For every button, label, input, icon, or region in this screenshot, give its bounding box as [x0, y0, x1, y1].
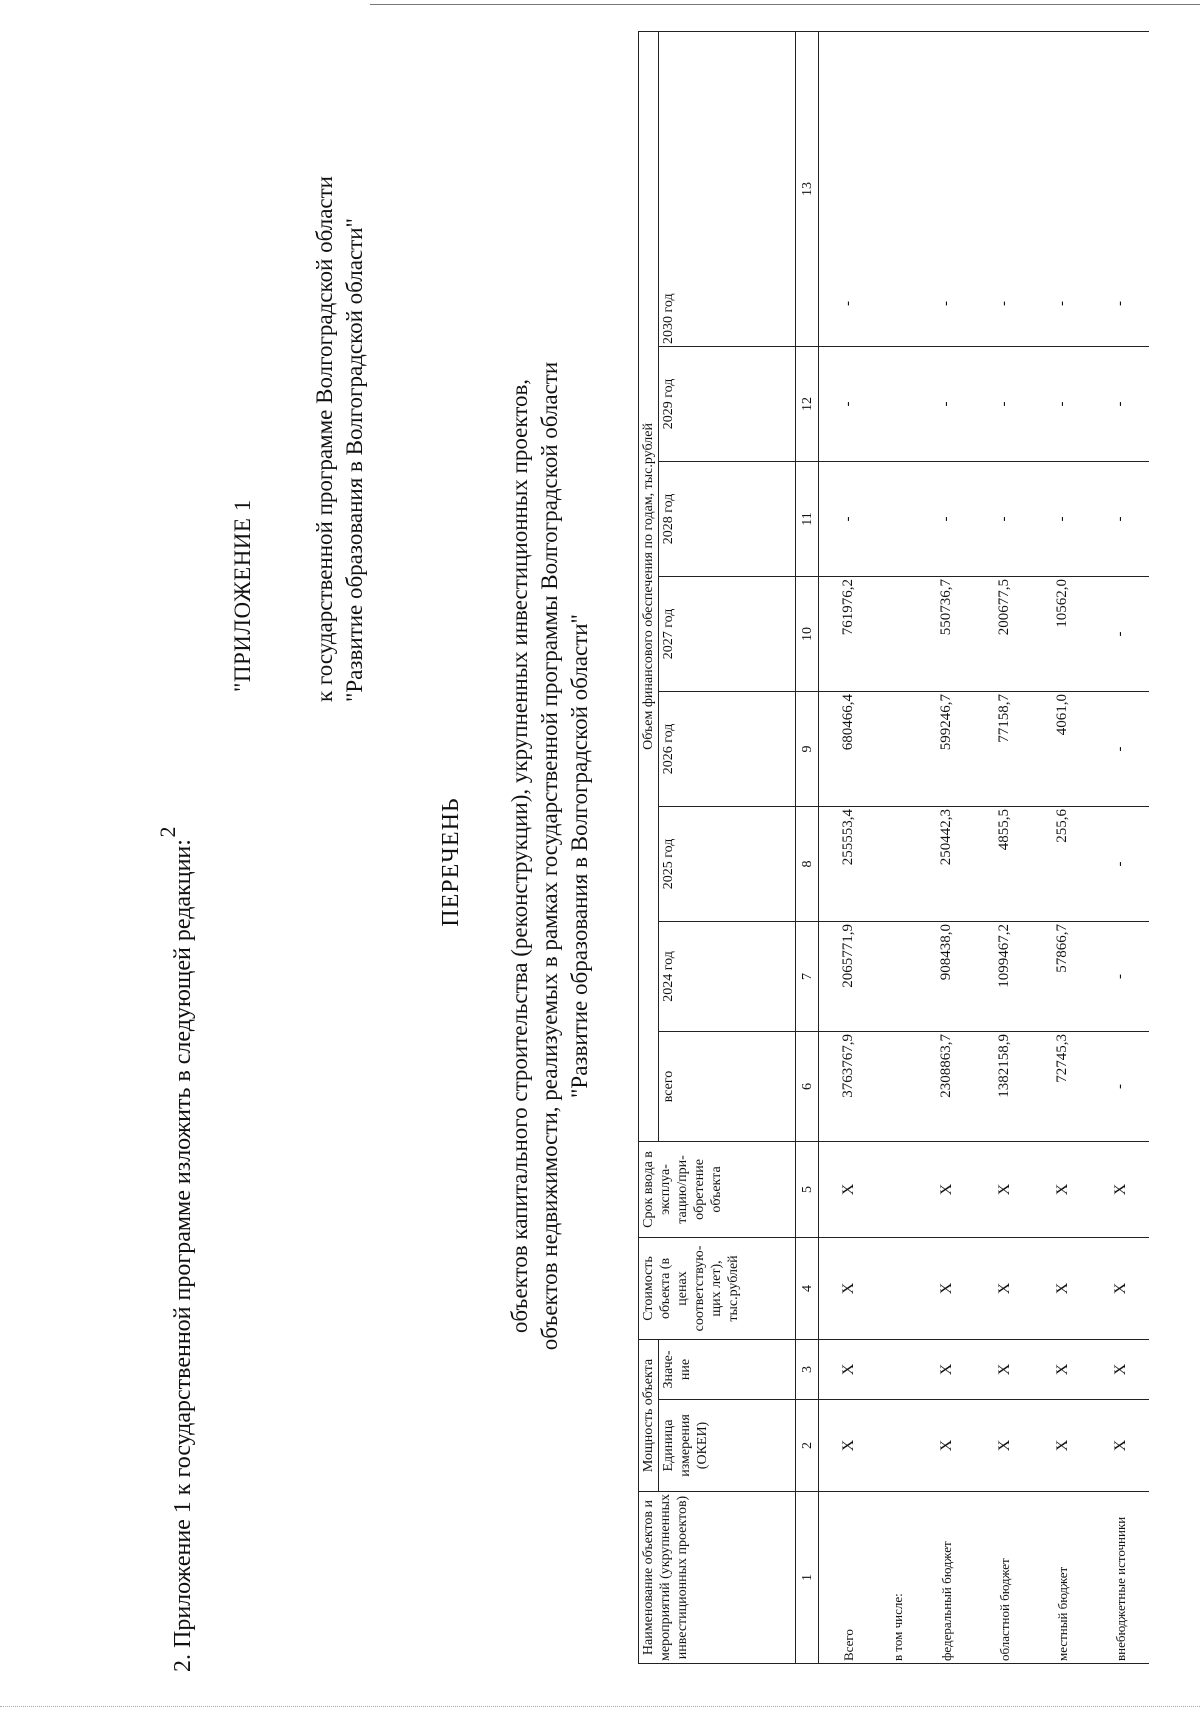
header-term: Срок ввода в эксплуа-тацию/при-обретение объекта: [639, 1141, 796, 1237]
row-2028: -: [975, 461, 1033, 576]
row-2024: 908438,0: [917, 921, 975, 1031]
row-2026: 77158,7: [975, 691, 1033, 806]
row-value: X: [819, 1339, 878, 1399]
row-value: X: [917, 1339, 975, 1399]
row-unit: X: [819, 1400, 878, 1492]
row-cost: X: [819, 1237, 878, 1339]
row-cost: X: [917, 1237, 975, 1339]
header-year-2027: 2027 год: [659, 576, 796, 691]
column-number: 11: [796, 461, 819, 576]
row-2030: -: [917, 31, 975, 346]
header-year-2025: 2025 год: [659, 806, 796, 921]
header-row-1: [639, 31, 659, 1663]
appendix-ref-line-1: к государственной программе Волгоградской области: [312, 176, 337, 702]
row-2024: 1099467,2: [975, 921, 1033, 1031]
table-row-regional: [975, 31, 1033, 1663]
row-2024: 2065771,9: [819, 921, 878, 1031]
row-2025: 250442,3: [917, 806, 975, 921]
row-cost: X: [1091, 1237, 1149, 1339]
row-total: 2308863,7: [917, 1031, 975, 1141]
row-total: 1382158,9: [975, 1031, 1033, 1141]
row-2028: -: [1091, 461, 1149, 576]
column-number: 1: [796, 1492, 819, 1664]
header-total: всего: [659, 1031, 796, 1141]
section-label: в том числе:: [877, 1492, 917, 1664]
column-number: 12: [796, 346, 819, 461]
row-2027: 550736,7: [917, 576, 975, 691]
row-2029: -: [917, 346, 975, 461]
header-year-2024: 2024 год: [659, 921, 796, 1031]
header-year-2029: 2029 год: [659, 346, 796, 461]
row-name: Всего: [819, 1492, 878, 1664]
row-2026: -: [1091, 691, 1149, 806]
header-year-2030: 2030 год: [659, 31, 796, 346]
row-term: X: [917, 1141, 975, 1237]
row-2024: 57866,7: [1033, 921, 1091, 1031]
row-2030: -: [1091, 31, 1149, 346]
column-number: 6: [796, 1031, 819, 1141]
row-value: X: [1091, 1339, 1149, 1399]
row-name: местный бюджет: [1033, 1492, 1091, 1664]
row-term: X: [975, 1141, 1033, 1237]
header-year-2026: 2026 год: [659, 691, 796, 806]
header-year-2028: 2028 год: [659, 461, 796, 576]
table-row-extrabudgetary: [1091, 31, 1149, 1663]
table-row-section: [877, 31, 917, 1663]
table-row-local: [1033, 31, 1091, 1663]
appendix-label: "ПРИЛОЖЕНИЕ 1: [230, 499, 255, 692]
document-title: ПЕРЕЧЕНЬ: [438, 797, 464, 927]
header-name: Наименование объектов и мероприятий (укрупненных инвестиционных проектов): [639, 1492, 796, 1664]
row-2025: 4855,5: [975, 806, 1033, 921]
column-number: 2: [796, 1400, 819, 1492]
row-total: 3763767,9: [819, 1031, 878, 1141]
column-number: 3: [796, 1339, 819, 1399]
row-unit: X: [1033, 1400, 1091, 1492]
column-number: 7: [796, 921, 819, 1031]
row-2029: -: [975, 346, 1033, 461]
intro-paragraph: 2. Приложение 1 к государственной программе изложить в следующей редакции:: [170, 839, 196, 1672]
column-number: 10: [796, 576, 819, 691]
row-total: 72745,3: [1033, 1031, 1091, 1141]
funding-table: [638, 31, 1149, 1664]
column-number: 13: [796, 31, 819, 346]
row-term: X: [1033, 1141, 1091, 1237]
row-unit: X: [975, 1400, 1033, 1492]
row-term: X: [1091, 1141, 1149, 1237]
page-number: 2: [155, 826, 180, 838]
row-2027: -: [1091, 576, 1149, 691]
table-row-total: [819, 31, 878, 1663]
row-name: федеральный бюджет: [917, 1492, 975, 1664]
row-2027: 761976,2: [819, 576, 878, 691]
row-2028: -: [1033, 461, 1091, 576]
header-funding: Объем финансового обеспечения по годам, тыс.рублей: [639, 31, 659, 1141]
row-2029: -: [819, 346, 878, 461]
row-name: областной бюджет: [975, 1492, 1033, 1664]
row-2025: 255553,4: [819, 806, 878, 921]
row-cost: X: [1033, 1237, 1091, 1339]
row-2030: -: [975, 31, 1033, 346]
row-unit: X: [1091, 1400, 1149, 1492]
column-number-row: [796, 31, 819, 1663]
row-2029: -: [1091, 346, 1149, 461]
row-unit: X: [917, 1400, 975, 1492]
header-cost: Стоимость объекта (в ценах соответствую-щих лет), тыс.рублей: [639, 1237, 796, 1339]
row-total: -: [1091, 1031, 1149, 1141]
appendix-ref-line-2: "Развитие образования в Волгоградской области": [342, 218, 367, 702]
row-value: X: [1033, 1339, 1091, 1399]
column-number: 4: [796, 1237, 819, 1339]
row-2030: -: [1033, 31, 1091, 346]
column-number: 8: [796, 806, 819, 921]
row-term: X: [819, 1141, 878, 1237]
table-row-federal: [917, 31, 975, 1663]
row-value: X: [975, 1339, 1033, 1399]
subtitle-line-2: объектов недвижимости, реализуемых в рамках государственной программы Волгоградской области: [537, 361, 562, 1351]
column-number: 9: [796, 691, 819, 806]
header-capacity: Мощность объекта: [639, 1339, 659, 1491]
row-name: внебюджетные источники: [1091, 1492, 1149, 1664]
header-unit: Единица измерения (ОКЕИ): [659, 1400, 796, 1492]
row-2028: -: [917, 461, 975, 576]
row-2026: 599246,7: [917, 691, 975, 806]
subtitle-line-3: "Развитие образования в Волгоградской области": [567, 614, 592, 1098]
subtitle-line-1: объектов капитального строительства (реконструкции), укрупненных инвестиционных проектов,: [507, 378, 532, 1334]
row-2029: -: [1033, 346, 1091, 461]
row-2025: 255,6: [1033, 806, 1091, 921]
row-2028: -: [819, 461, 878, 576]
document-subtitle: [505, 206, 595, 1506]
row-2026: 680466,4: [819, 691, 878, 806]
row-2026: 4061,0: [1033, 691, 1091, 806]
appendix-reference: [310, 176, 370, 702]
header-row-2: [659, 31, 796, 1663]
column-number: 5: [796, 1141, 819, 1237]
row-2030: -: [819, 31, 878, 346]
row-cost: X: [975, 1237, 1033, 1339]
row-2025: -: [1091, 806, 1149, 921]
row-2027: 200677,5: [975, 576, 1033, 691]
header-value: Значе-ние: [659, 1339, 796, 1399]
row-2024: -: [1091, 921, 1149, 1031]
row-2027: 10562,0: [1033, 576, 1091, 691]
